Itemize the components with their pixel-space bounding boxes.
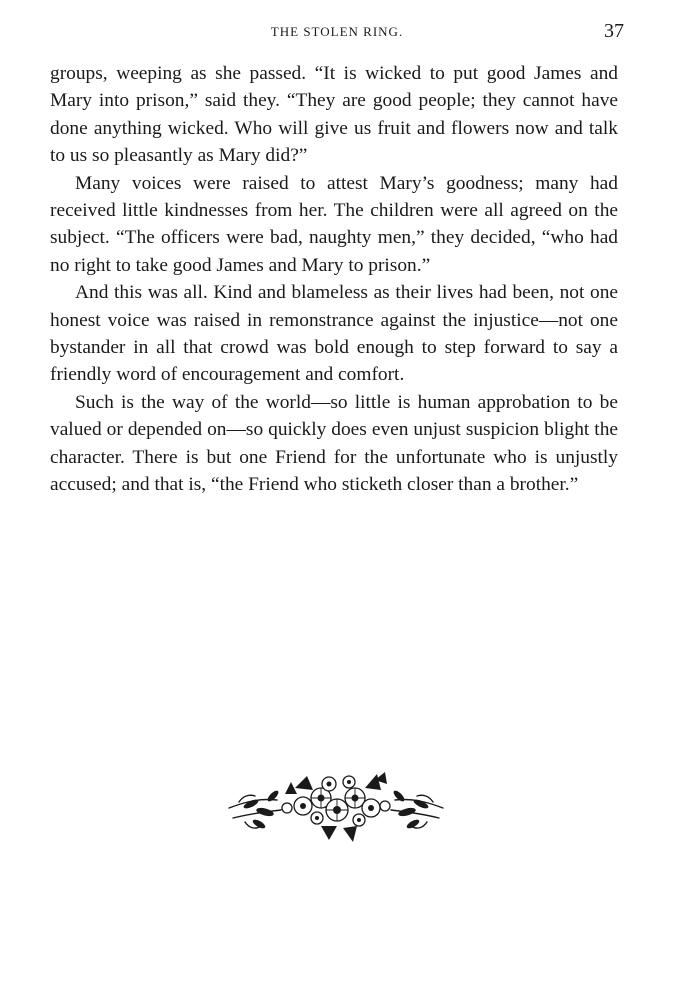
floral-tailpiece-icon	[225, 768, 447, 844]
page-number: 37	[604, 20, 624, 42]
body-text	[50, 60, 618, 499]
paragraph: And this was all. Kind and blameless as their lives had been, not one honest voice was raised in remonstrance against the injustice—not one bystander in all that crowd was bold enough to step forward to say a friendly word of encouragement and comfort.	[50, 282, 618, 386]
paragraph: Such is the way of the world—so little is human approbation to be valued or depended on—so quickly does even unjust suspicion blight the character. There is but one Friend for the unfortunate who is unjustly accused; and that is, “the Friend who sticketh closer than a brother.”	[50, 391, 618, 496]
paragraph: Many voices were raised to attest Mary’s goodness; many had received little kindnesses from her. The children were all agreed on the subject. “The officers were bad, naughty men,” they decided, “who had no right to take good James and Mary to prison.”	[50, 172, 618, 276]
running-head	[50, 20, 624, 46]
paragraph: groups, weeping as she passed. “It is wicked to put good James and Mary into prison,” said they. “They are good people; they cannot have done anything wicked. Who will give us fruit and flowers now and talk to us so pleasantly as Mary did?”	[50, 63, 618, 167]
running-title: THE STOLEN RING.	[270, 24, 404, 39]
